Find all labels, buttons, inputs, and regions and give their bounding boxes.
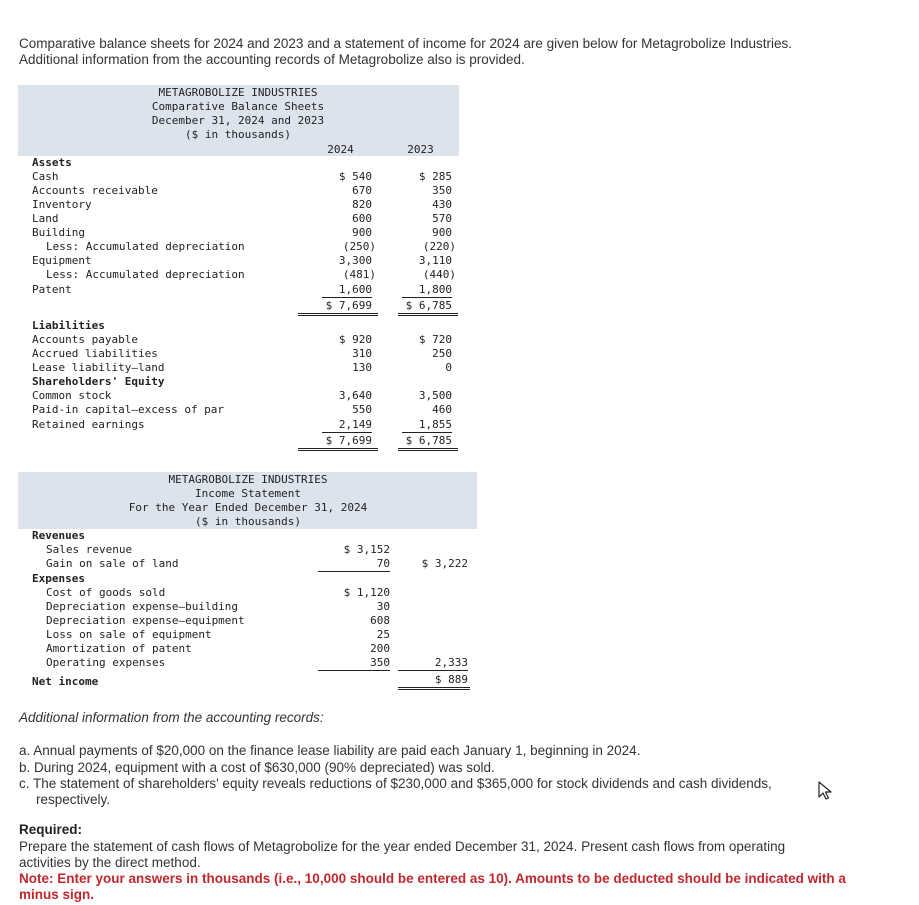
asset-value-2023: (220) <box>422 240 456 253</box>
equity-value-2023: 460 <box>432 403 452 416</box>
bs-company: METAGROBOLIZE INDUSTRIES <box>158 86 318 99</box>
expense-label: Operating expenses <box>46 656 166 669</box>
le-total-rule-2024 <box>298 448 378 451</box>
net-income-rule <box>398 687 470 690</box>
equity-value-2023: 1,855 <box>402 418 452 433</box>
asset-value-2024: 820 <box>352 198 372 211</box>
additional-item-c-cont: respectively. <box>36 792 111 807</box>
le-total-2023: $ 6,785 <box>405 434 452 447</box>
intro-line-1: Comparative balance sheets for 2024 and 2023 and a statement of income for 2024 are given below for Metagrobolize Industries. <box>19 36 792 51</box>
note-line-2: minus sign. <box>19 887 95 902</box>
bs-units: ($ in thousands) <box>185 128 291 141</box>
asset-value-2023: 900 <box>432 226 452 239</box>
equity-label: Retained earnings <box>32 418 145 431</box>
asset-value-2023: $ 285 <box>418 170 452 183</box>
expense-value: 30 <box>376 600 390 613</box>
asset-value-2024: $ 540 <box>338 170 372 183</box>
equity-value-2024: 2,149 <box>322 418 372 433</box>
expense-label: Cost of goods sold <box>46 586 166 599</box>
net-income-label: Net income <box>32 675 99 688</box>
revenue-value: $ 3,152 <box>343 543 390 556</box>
equity-heading: Shareholders' Equity <box>32 375 165 388</box>
asset-value-2024: 3,300 <box>338 254 372 267</box>
asset-label: Patent <box>32 283 72 296</box>
note-line-1: Note: Enter your answers in thousands (i.e., 10,000 should be entered as 10). Amounts to be deducted should be indicated with a <box>19 871 846 886</box>
revenues-heading: Revenues <box>32 529 85 542</box>
liability-label: Lease liability—land <box>32 361 165 374</box>
expense-value: 608 <box>370 614 390 627</box>
expense-label: Loss on sale of equipment <box>46 628 212 641</box>
asset-value-2024: 1,600 <box>322 283 372 298</box>
asset-label: Cash <box>32 170 59 183</box>
revenue-label: Gain on sale of land <box>46 557 179 570</box>
asset-value-2024: (250) <box>342 240 376 253</box>
liability-value-2024: 310 <box>352 347 372 360</box>
equity-value-2023: 3,500 <box>418 389 452 402</box>
asset-label: Equipment <box>32 254 92 267</box>
assets-heading: Assets <box>32 156 72 169</box>
additional-item-a: a. Annual payments of $20,000 on the finance lease liability are paid each January 1, beginning in 2024. <box>19 743 641 758</box>
asset-value-2023: (440) <box>422 268 456 281</box>
equity-label: Paid-in capital—excess of par <box>32 403 225 416</box>
asset-value-2024: 600 <box>352 212 372 225</box>
asset-label: Inventory <box>32 198 92 211</box>
liability-value-2024: $ 920 <box>338 333 372 346</box>
required-line-1: Prepare the statement of cash flows of Metagrobolize for the year ended December 31, 2024. Present cash flows from operating <box>19 839 786 854</box>
additional-heading: Additional information from the accounting records: <box>19 710 324 725</box>
asset-value-2024: 900 <box>352 226 372 239</box>
expenses-total: 2,333 <box>398 656 468 671</box>
expense-value: 25 <box>376 628 390 641</box>
is-title: Income Statement <box>195 487 301 500</box>
asset-value-2024: (481) <box>342 268 376 281</box>
mouse-pointer-icon <box>818 781 834 801</box>
additional-item-b: b. During 2024, equipment with a cost of $630,000 (90% depreciated) was sold. <box>19 760 495 775</box>
bs-title: Comparative Balance Sheets <box>151 100 325 113</box>
liability-value-2024: 130 <box>352 361 372 374</box>
liability-label: Accounts payable <box>32 333 138 346</box>
is-period: For the Year Ended December 31, 2024 <box>128 501 368 514</box>
le-total-rule-2023 <box>398 448 458 451</box>
asset-value-2023: 3,110 <box>418 254 452 267</box>
liability-value-2023: 250 <box>432 347 452 360</box>
asset-label: Less: Accumulated depreciation <box>46 240 245 253</box>
liability-label: Accrued liabilities <box>32 347 158 360</box>
assets-total-2023: $ 6,785 <box>405 299 452 312</box>
additional-item-c: c. The statement of shareholders' equity reveals reductions of $230,000 and $365,000 for stock dividends and cash dividends, <box>19 776 772 791</box>
expense-value: $ 1,120 <box>343 586 390 599</box>
equity-value-2024: 550 <box>352 403 372 416</box>
liability-value-2023: 0 <box>445 361 452 374</box>
assets-total-rule-2024 <box>298 313 378 316</box>
asset-label: Building <box>32 226 85 239</box>
asset-label: Land <box>32 212 59 225</box>
required-line-2: activities by the direct method. <box>19 855 201 870</box>
equity-label: Common stock <box>32 389 112 402</box>
asset-value-2023: 350 <box>432 184 452 197</box>
expenses-heading: Expenses <box>32 572 85 585</box>
revenue-label: Sales revenue <box>46 543 133 556</box>
is-units: ($ in thousands) <box>195 515 301 528</box>
bs-date: December 31, 2024 and 2023 <box>151 114 325 127</box>
required-heading: Required: <box>19 822 83 837</box>
revenue-value: 70 <box>318 557 390 572</box>
bs-col-2024: 2024 <box>327 143 354 156</box>
expense-label: Depreciation expense—equipment <box>46 614 245 627</box>
expense-label: Amortization of patent <box>46 642 192 655</box>
expense-label: Depreciation expense—building <box>46 600 239 613</box>
expense-value: 350 <box>318 656 390 671</box>
asset-value-2024: 670 <box>352 184 372 197</box>
net-income-value: $ 889 <box>434 673 468 686</box>
assets-total-rule-2023 <box>398 313 458 316</box>
intro-line-2: Additional information from the accounting records of Metagrobolize also is provided. <box>19 52 525 67</box>
equity-value-2024: 3,640 <box>338 389 372 402</box>
assets-total-2024: $ 7,699 <box>325 299 372 312</box>
asset-label: Less: Accumulated depreciation <box>46 268 245 281</box>
is-company: METAGROBOLIZE INDUSTRIES <box>168 473 328 486</box>
bs-col-2023: 2023 <box>407 143 434 156</box>
liabilities-heading: Liabilities <box>32 319 105 332</box>
asset-value-2023: 570 <box>432 212 452 225</box>
expense-value: 200 <box>370 642 390 655</box>
le-total-2024: $ 7,699 <box>325 434 372 447</box>
liability-value-2023: $ 720 <box>418 333 452 346</box>
asset-label: Accounts receivable <box>32 184 158 197</box>
asset-value-2023: 430 <box>432 198 452 211</box>
asset-value-2023: 1,800 <box>402 283 452 298</box>
revenues-total: $ 3,222 <box>421 557 468 570</box>
